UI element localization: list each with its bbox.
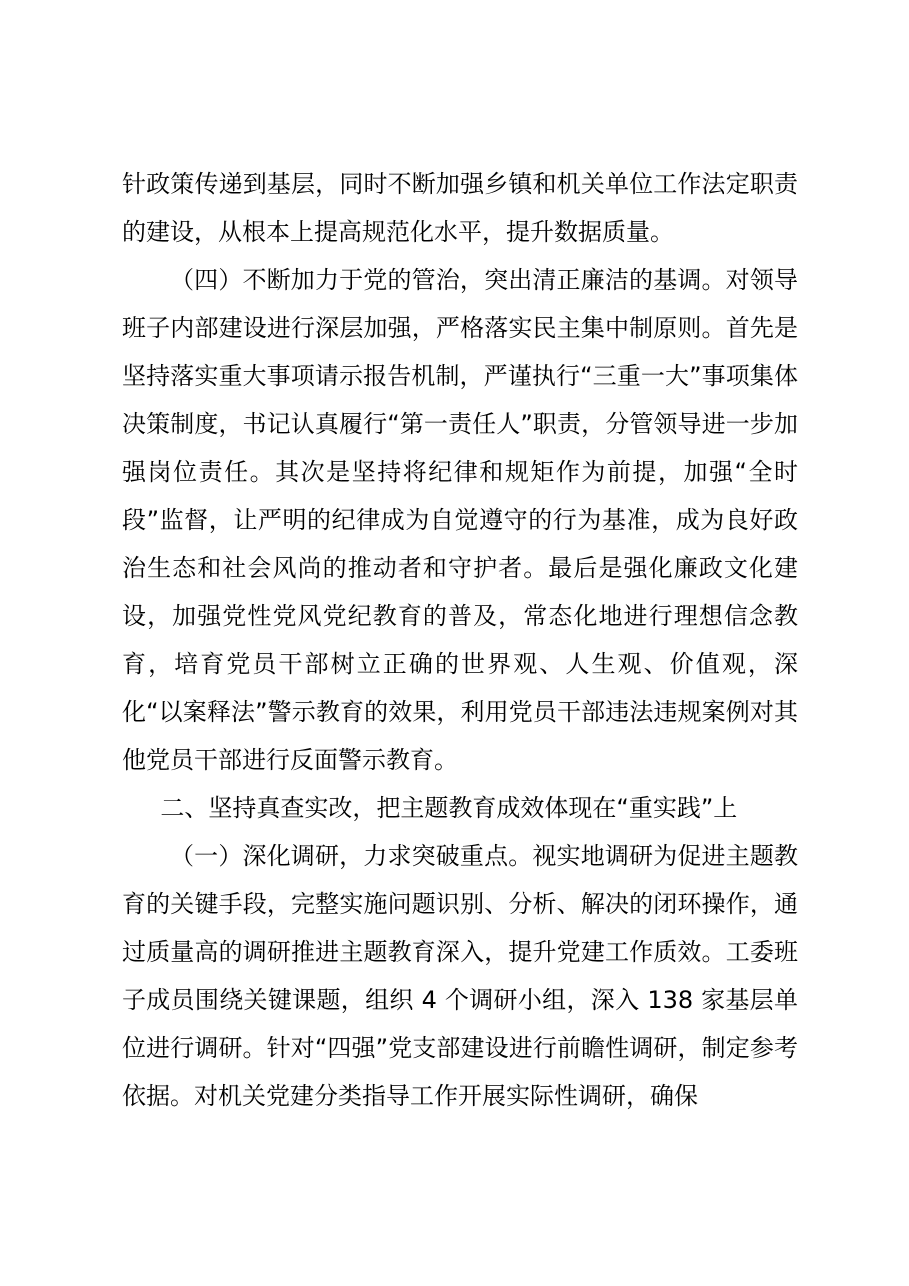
paragraph-section-four: （四）不断加力于党的管治，突出清正廉洁的基调。对领导班子内部建设进行深层加强，严格落实民主集中制原则。首先是坚持落实重大事项请示报告机制，严谨执行“三重一大”事项集体决策制度，书记认真履行“第一责任人”职责，分管领导进一步加强岗位责任。其次是坚持将纪律和规矩作为前提，加强“全时段”监督，让严明的纪律成为自觉遵守的行为基准，成为良好政治生态和社会风尚的推动者和守护者。最后是强化廉政文化建设，加强党性党风党纪教育的普及，常态化地进行理想信念教育，培育党员干部树立正确的世界观、人生观、价值观，深化“以案释法”警示教育的效果，利用党员干部违法违规案例对其他党员干部进行反面警示教育。 bbox=[122, 266, 798, 774]
paragraph-subsection-one: （一）深化调研，力求突破重点。视实地调研为促进主题教育的关键手段，完整实施问题识别、分析、解决的闭环操作，通过质量高的调研推进主题教育深入，提升党建工作质效。工委班子成员围绕关键课题，组织 4 个调研小组，深入 138 家基层单位进行调研。针对“四强”党支部建设进行前瞻性调研，制定参考依据。对机关党建分类指导工作开展实际性调研，确保 bbox=[122, 842, 798, 1110]
paragraph-continuation: 针政策传递到基层，同时不断加强乡镇和机关单位工作法定职责的建设，从根本上提高规范化水平，提升数据质量。 bbox=[122, 170, 798, 246]
section-heading-two: 二、坚持真查实改，把主题教育成效体现在“重实践”上 bbox=[160, 794, 738, 822]
document-body bbox=[122, 160, 798, 1120]
